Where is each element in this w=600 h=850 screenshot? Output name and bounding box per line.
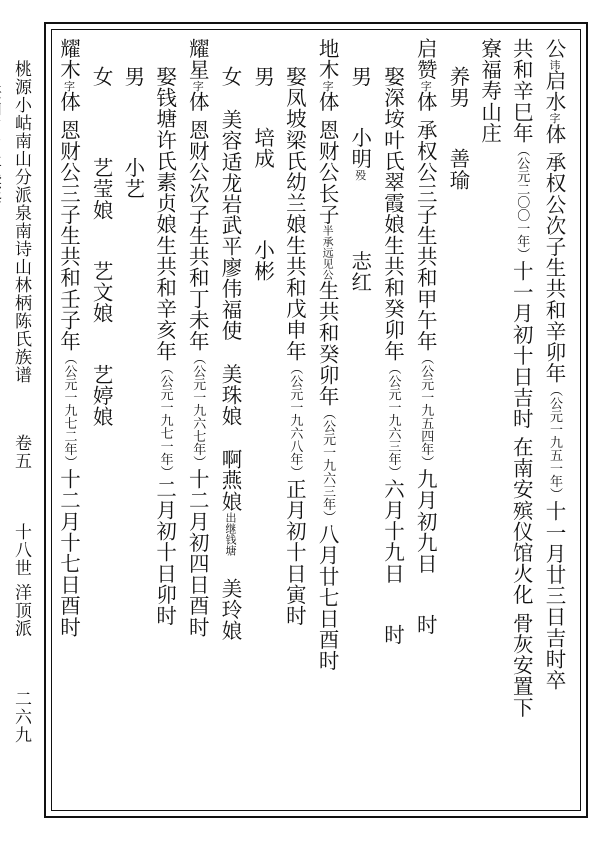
page-sidebar [6, 60, 36, 800]
text-column: 女美容适龙岩武平廖伟福使美珠娘啊燕娘出继钱塘美玲娘 [217, 66, 242, 642]
text-column: 娶深垵叶氏翠霞娘生共和癸卯年（公元一九六三年）六月十九日时 [380, 66, 405, 646]
page-number: 二六九 [11, 689, 31, 744]
edition-label [0, 82, 6, 208]
text-column: 男小明殁志红 [347, 66, 372, 293]
text-column: 男培成小彬 [250, 66, 275, 282]
text-column: 共和辛巳年（公元二〇〇一年）十一月初十日吉时 在南安殡仪馆火化 骨灰安置下 [509, 38, 534, 718]
genealogy-title: 桃源小岵南山分派泉南诗山林柄陈氏族谱 [11, 60, 31, 384]
generation-label: 十八世 洋顶派 [11, 522, 31, 638]
text-column: 养男善瑜 [445, 66, 470, 191]
text-column: 女艺莹娘艺文娘艺婷娘 [89, 66, 114, 428]
text-column: 耀星字体 恩财公次子生共和丁未年（公元一九六七年）十二月初四日酉时 [185, 38, 210, 638]
volume-label: 卷五 [11, 434, 31, 471]
text-column: 耀木字体 恩财公三子生共和壬子年（公元一九七二年）十二月十七日酉时 [56, 38, 81, 638]
text-column: 娶凤坡梁氏幼兰娘生共和戊申年（公元一九六八年）正月初十日寅时 [282, 66, 307, 627]
text-column: 启赞字体 承权公三子生共和甲午年（公元一九五四年）九月初九日时 [413, 38, 438, 636]
text-column: 地木字体 恩财公长子半承远见公生共和癸卯年（公元一九六三年）八月廿七日酉时 [315, 38, 340, 672]
genealogy-text [56, 38, 570, 808]
text-column: 男小艺 [120, 66, 145, 200]
text-column: 娶钱塘许氏素贞娘生共和辛亥年（公元一九七一年）二月初十日卯时 [152, 66, 177, 627]
text-column: 公讳启水字体 承权公次子生共和辛卯年（公元一九五一年）十一月廿三日吉时卒 [542, 38, 566, 691]
text-column: 寮福寿山庄 [477, 38, 502, 144]
